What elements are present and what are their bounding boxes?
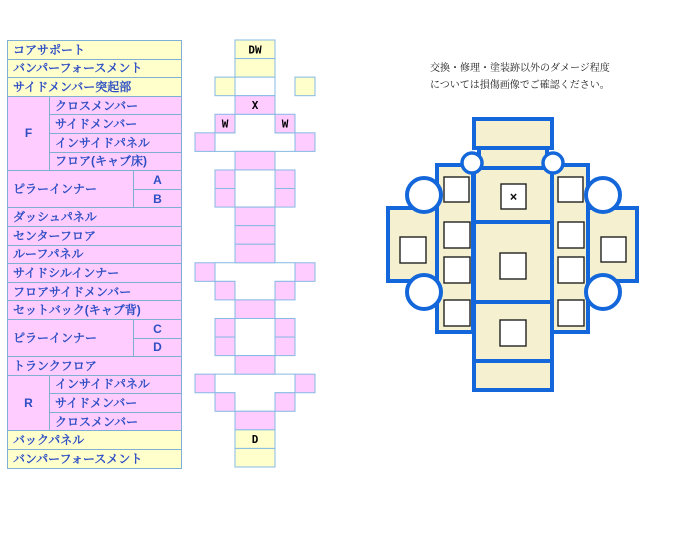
check-left-3 [444, 257, 470, 283]
check-left-2 [444, 222, 470, 248]
part-pillar-a: A [134, 171, 182, 190]
frame-f-inside-panel-right-seg [295, 133, 315, 152]
frame-pillar-b-left-seg [215, 189, 235, 208]
part-side-member-protrusion: サイドメンバー突起部 [8, 78, 182, 97]
part-r-side-member: サイドメンバー [50, 394, 182, 413]
part-setback-cab: セットバック(キャブ背) [8, 301, 182, 320]
frame-r-inside-panel-right-seg [295, 374, 315, 393]
check-right-2 [558, 222, 584, 248]
frame-pillar-b-right-seg [275, 189, 295, 208]
frame-pillar-a-right-seg [275, 170, 295, 189]
part-f-cross-member: クロスメンバー [50, 96, 182, 115]
frame-marker-w: W [281, 117, 289, 131]
part-core-support: コアサポート [8, 41, 182, 60]
car-front-bumper [474, 119, 552, 148]
part-group-front: F [8, 96, 50, 170]
frame-floor-side-member-left-seg [215, 281, 235, 300]
check-hood-mark: × [509, 190, 518, 205]
frame-pillar-d-left-seg [215, 337, 235, 356]
check-right-3 [558, 257, 584, 283]
part-front-bumper-reinforcement: バンパーフォースメント [8, 59, 182, 78]
frame-marker-w: W [221, 117, 229, 131]
damage-note-line1: 交換・修理・塗装跡以外のダメージ程度 [430, 63, 610, 74]
center-frame-diagram [195, 40, 315, 467]
front-pillar-left [462, 153, 482, 173]
frame-r-side-member-left-seg [215, 393, 235, 412]
frame-trunk-floor-seg [235, 356, 275, 375]
part-f-floor-cab: フロア(キャブ床) [50, 152, 182, 171]
frame-marker-d: D [251, 433, 259, 447]
part-f-side-member: サイドメンバー [50, 115, 182, 134]
part-side-sill-inner: サイドシルインナー [8, 264, 182, 283]
car-front-panel [479, 148, 547, 169]
wheel-rear-right [586, 275, 620, 309]
part-pillar-c: C [134, 319, 182, 338]
frame-marker-dw: DW [248, 43, 262, 57]
part-center-floor: センターフロア [8, 226, 182, 245]
check-left-4 [444, 300, 470, 326]
part-floor-side-member: フロアサイドメンバー [8, 282, 182, 301]
part-pillar-b: B [134, 189, 182, 208]
check-left-1 [444, 177, 469, 202]
part-pillar-d: D [134, 338, 182, 357]
frame-pillar-d-right-seg [275, 337, 295, 356]
frame-side-sill-right-seg [295, 263, 315, 282]
part-pillar-inner-rear: ピラーインナー [8, 319, 134, 356]
frame-protrusion-right-seg [295, 77, 315, 96]
frame-pillar-c-left-seg [215, 318, 235, 337]
frame-r-inside-panel-left-seg [195, 374, 215, 393]
check-right-quarter [601, 237, 626, 262]
frame-floor-side-member-right-seg [275, 281, 295, 300]
part-r-cross-member: クロスメンバー [50, 412, 182, 431]
frame-pillar-a-left-seg [215, 170, 235, 189]
part-trunk-floor: トランクフロア [8, 357, 182, 376]
damage-note-line2: については損傷画像でご確認ください。 [430, 80, 610, 91]
check-trunk [500, 320, 526, 346]
frame-front-bumper-reinforcement-seg [235, 59, 275, 78]
car-top-view-diagram [388, 119, 637, 390]
part-pillar-inner-front: ピラーインナー [8, 171, 134, 208]
frame-f-inside-panel-left-seg [195, 133, 215, 152]
frame-roof-panel-seg [235, 244, 275, 263]
wheel-front-left [407, 178, 441, 212]
check-right-4 [558, 300, 584, 326]
frame-pillar-c-right-seg [275, 318, 295, 337]
part-back-panel: バックパネル [8, 431, 182, 450]
check-left-quarter [400, 237, 426, 263]
frame-r-cross-member-seg [235, 411, 275, 430]
frame-protrusion-center-seg [235, 77, 275, 96]
frame-marker-x: X [251, 98, 259, 112]
frame-f-floor-seg [235, 151, 275, 170]
frame-rear-cabin-seg [235, 318, 275, 355]
part-roof-panel: ルーフパネル [8, 245, 182, 264]
car-rear-bumper [474, 361, 552, 390]
frame-r-side-member-right-seg [275, 393, 295, 412]
part-r-inside-panel: インサイドパネル [50, 375, 182, 394]
part-rear-bumper-reinforcement: バンパーフォースメント [8, 450, 182, 469]
wheel-rear-left [407, 275, 441, 309]
check-roof [500, 253, 526, 279]
frame-side-sill-left-seg [195, 263, 215, 282]
frame-dash-panel-seg [235, 207, 275, 226]
part-group-rear: R [8, 375, 50, 431]
check-right-1 [558, 177, 583, 202]
frame-rear-bumper-reinforcement-seg [235, 448, 275, 467]
part-f-inside-panel: インサイドパネル [50, 133, 182, 152]
front-pillar-right [543, 153, 563, 173]
frame-setback-seg [235, 300, 275, 319]
frame-center-floor-seg [235, 226, 275, 245]
part-dash-panel: ダッシュパネル [8, 208, 182, 227]
frame-protrusion-left-seg [215, 77, 235, 96]
frame-front-cabin-seg [235, 170, 275, 207]
wheel-front-right [586, 178, 620, 212]
